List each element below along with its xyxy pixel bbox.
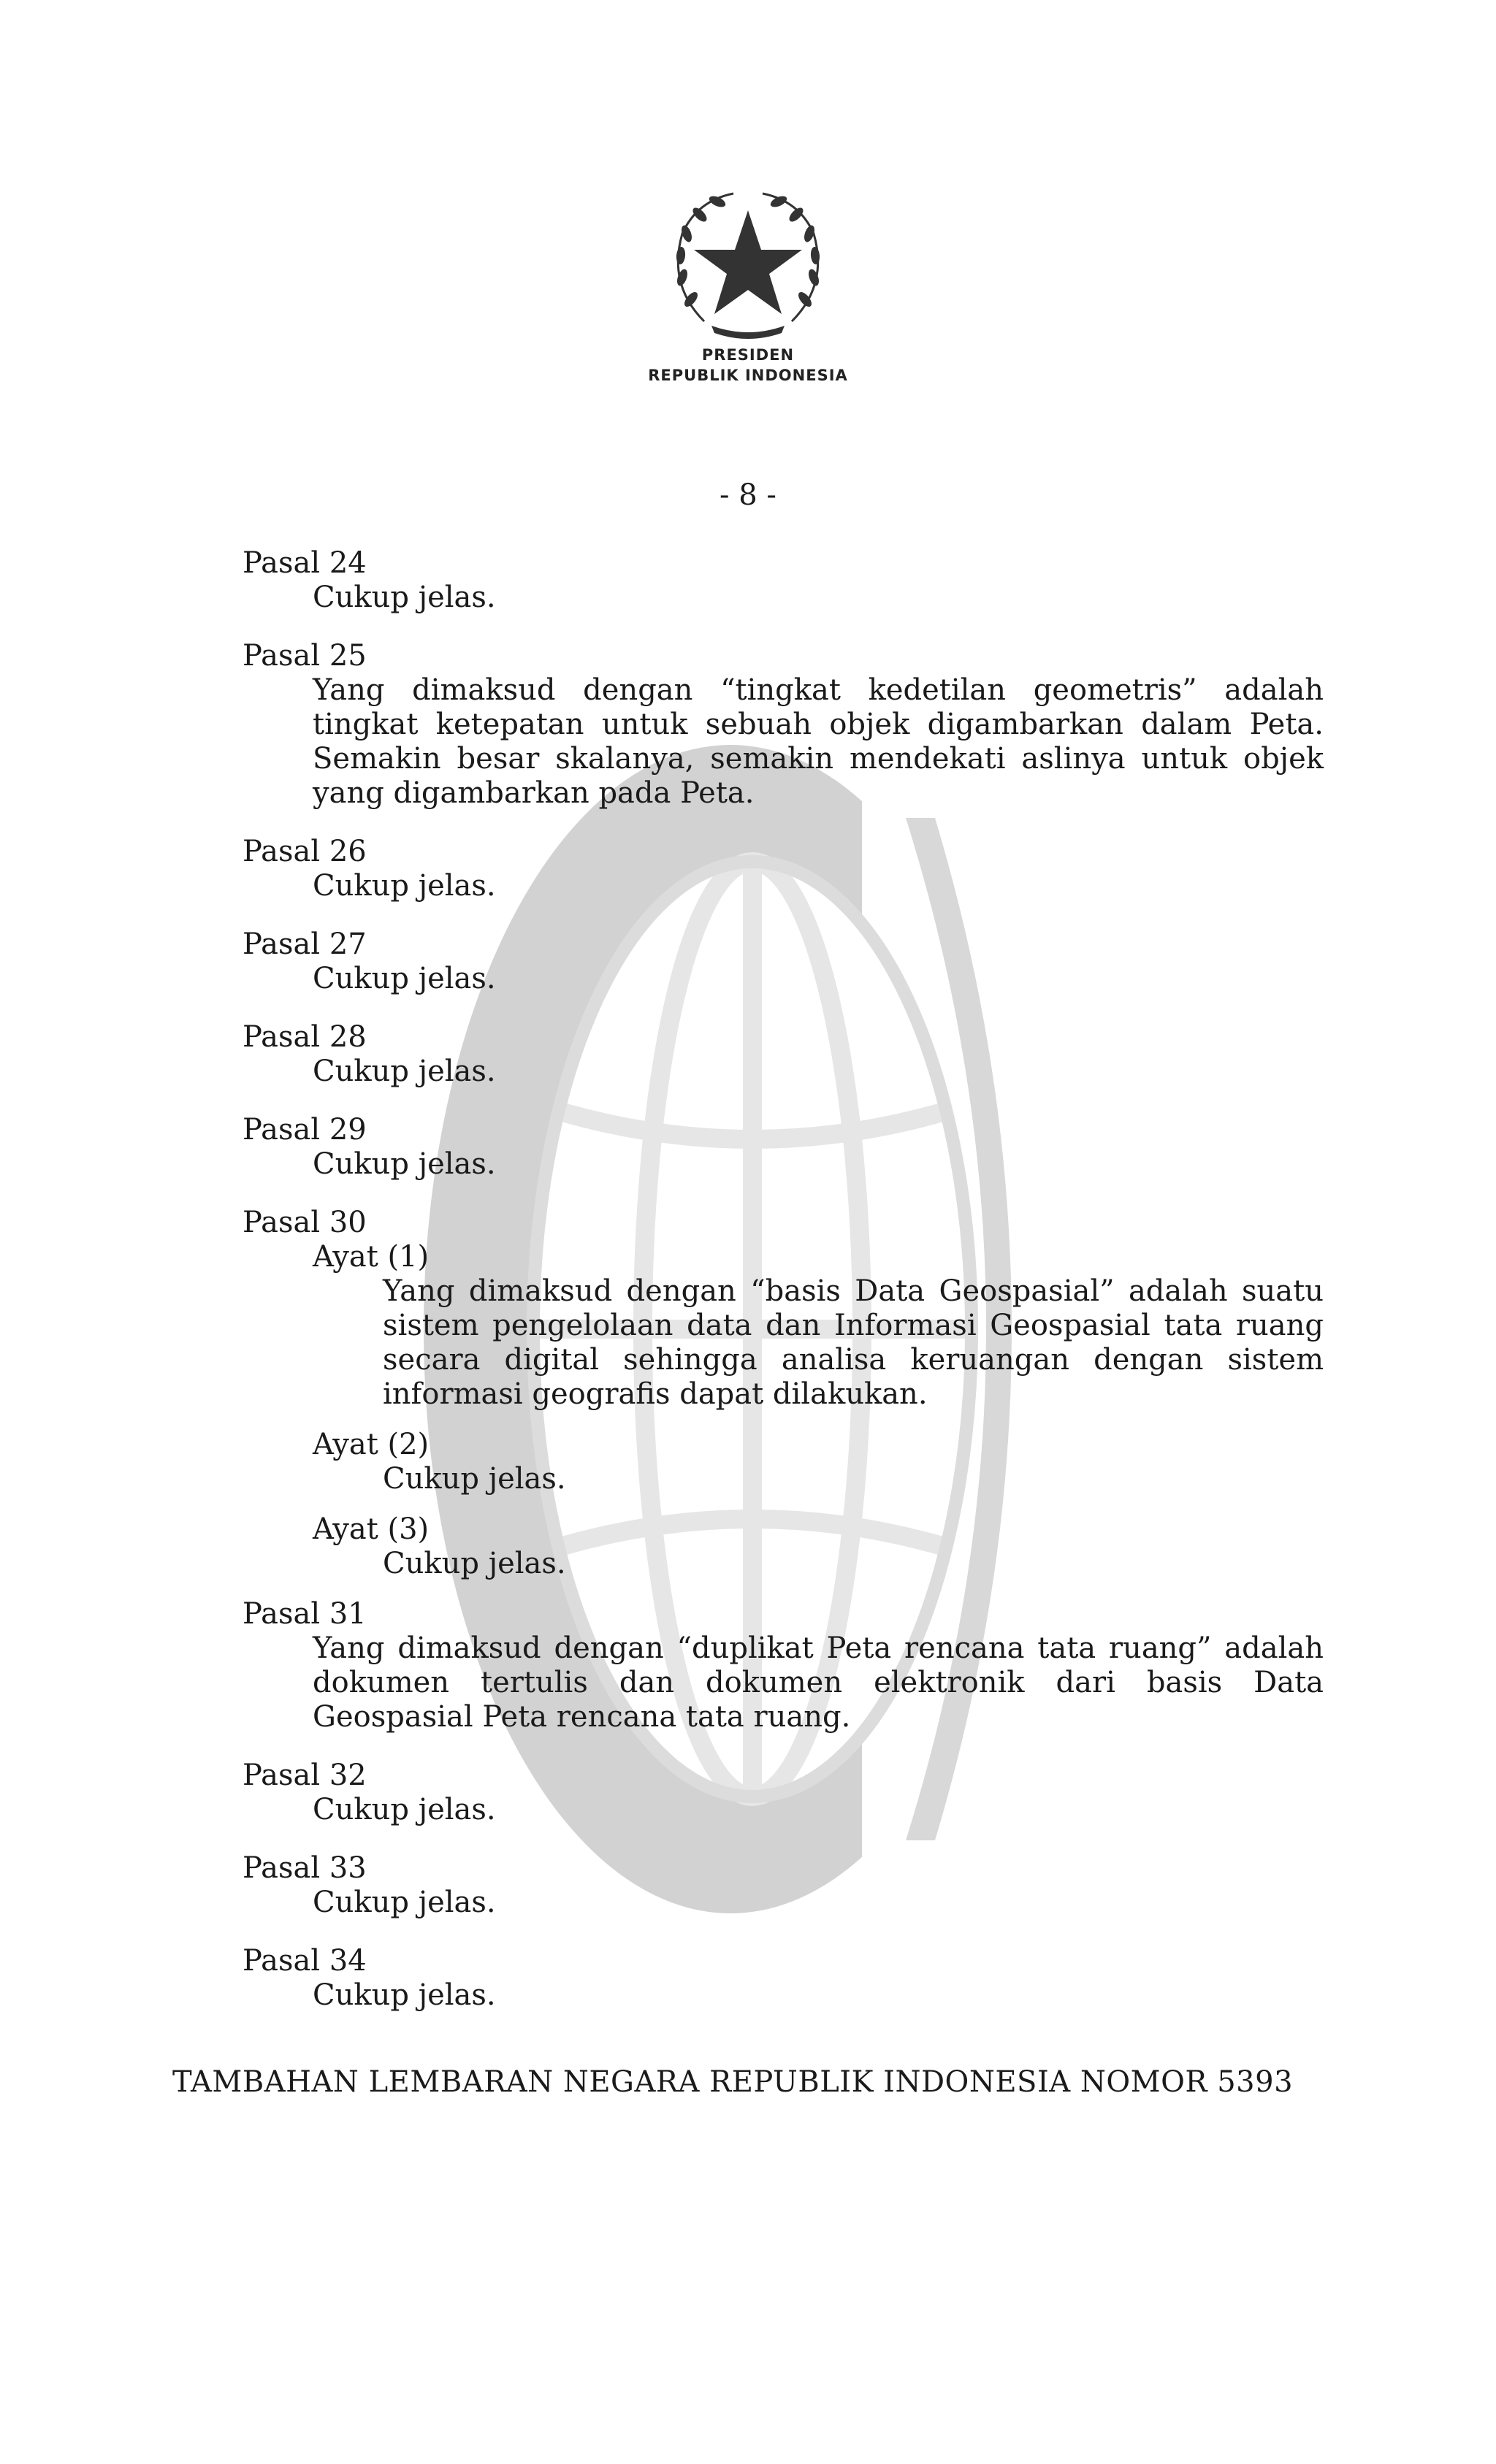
pasal-28 — [243, 1020, 1324, 1089]
ayat-3 — [243, 1512, 1324, 1581]
pasal-title: Pasal 29 — [243, 1113, 367, 1147]
pasal-30 — [243, 1206, 1324, 1581]
ayat-text: Yang dimaksud dengan “basis Data Geospasial” adalah suatu sistem pengelolaan data dan Informasi Geospasial tata ruang secara digital sehingga analisa keruangan dengan sistem informasi geografis dapat dilakukan. — [383, 1274, 1324, 1411]
header-caption-presiden: PRESIDEN — [701, 346, 795, 364]
garuda-star-emblem-icon — [660, 183, 836, 343]
pasal-31 — [243, 1597, 1324, 1734]
ayat-1 — [243, 1240, 1324, 1412]
ayat-text: Cukup jelas. — [383, 1547, 566, 1580]
pasal-text: Cukup jelas. — [313, 581, 496, 614]
pasal-text: Yang dimaksud dengan “duplikat Peta rencana tata ruang” adalah dokumen tertulis dan dokumen elektronik dari basis Data Geospasial Peta rencana tata ruang. — [313, 1631, 1324, 1734]
pasal-title: Pasal 27 — [243, 927, 367, 961]
pasal-text: Cukup jelas. — [313, 1978, 496, 2012]
pasal-title: Pasal 30 — [243, 1206, 367, 1239]
pasal-text: Cukup jelas. — [313, 869, 496, 903]
page-number: - 8 - — [720, 478, 776, 512]
pasal-26 — [243, 835, 1324, 903]
pasal-33 — [243, 1851, 1324, 1920]
ayat-title: Ayat (1) — [313, 1240, 430, 1274]
pasal-27 — [243, 927, 1324, 996]
pasal-title: Pasal 31 — [243, 1597, 367, 1631]
ayat-title: Ayat (2) — [313, 1428, 430, 1461]
pasal-title: Pasal 34 — [243, 1944, 367, 1978]
ayat-text: Cukup jelas. — [383, 1462, 566, 1496]
pasal-32 — [243, 1759, 1324, 1827]
footer-reference: TAMBAHAN LEMBARAN NEGARA REPUBLIK INDONESIA NOMOR 5393 — [172, 2065, 1294, 2099]
pasal-29 — [243, 1113, 1324, 1182]
pasal-text: Yang dimaksud dengan “tingkat kedetilan geometris” adalah tingkat ketepatan untuk sebuah objek digambarkan dalam Peta. Semakin besar skalanya, semakin mendekati aslinya untuk objek yang digambarkan pada Peta. — [313, 673, 1324, 810]
pasal-34 — [243, 1944, 1324, 2013]
header-caption-republik-indonesia: REPUBLIK INDONESIA — [648, 367, 848, 384]
pasal-text: Cukup jelas. — [313, 1055, 496, 1088]
pasal-title: Pasal 28 — [243, 1020, 367, 1054]
document-body — [243, 546, 1324, 2013]
pasal-title: Pasal 32 — [243, 1759, 367, 1792]
pasal-25 — [243, 639, 1324, 811]
pasal-text: Cukup jelas. — [313, 962, 496, 995]
pasal-24 — [243, 546, 1324, 615]
pasal-title: Pasal 25 — [243, 639, 367, 673]
pasal-title: Pasal 24 — [243, 546, 367, 580]
pasal-title: Pasal 33 — [243, 1851, 367, 1885]
pasal-text: Cukup jelas. — [313, 1793, 496, 1826]
pasal-text: Cukup jelas. — [313, 1886, 496, 1919]
ayat-2 — [243, 1428, 1324, 1496]
pasal-text: Cukup jelas. — [313, 1147, 496, 1181]
pasal-title: Pasal 26 — [243, 835, 367, 868]
ayat-title: Ayat (3) — [313, 1512, 430, 1546]
